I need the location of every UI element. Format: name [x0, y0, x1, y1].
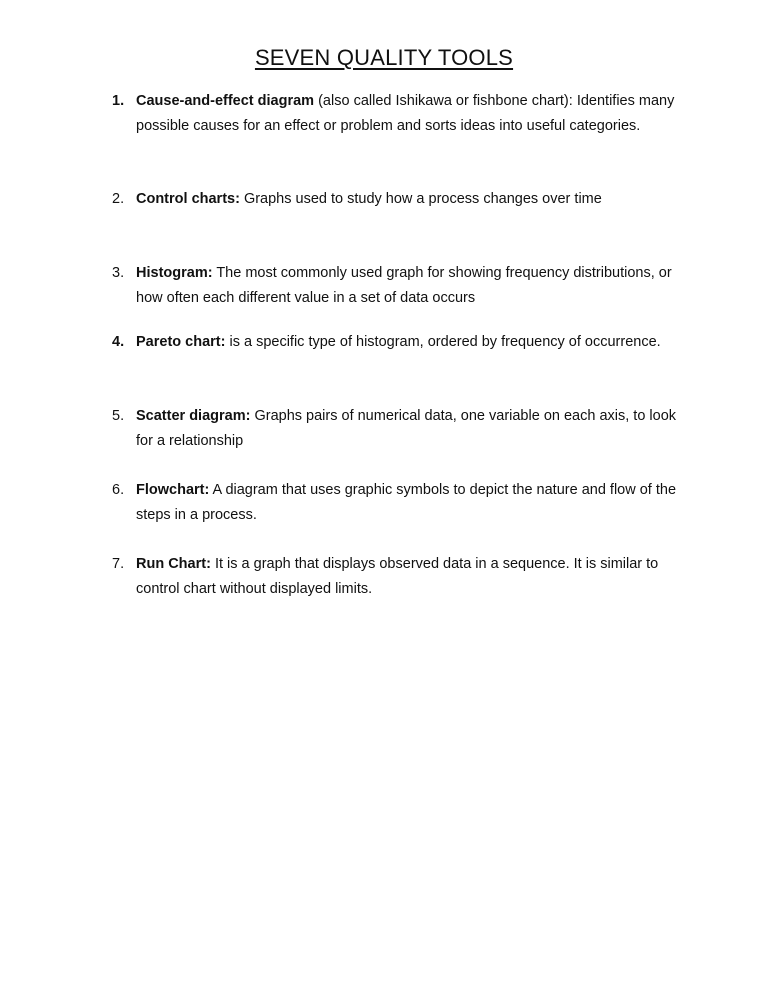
page-title: SEVEN QUALITY TOOLS	[254, 45, 514, 70]
item-description: is a specific type of histogram, ordered by frequency of occurrence.	[225, 334, 661, 350]
item-term: Run Chart:	[136, 556, 211, 572]
item-text	[136, 261, 692, 311]
item-description: Graphs used to study how a process changes over time	[239, 191, 602, 207]
item-number: 1.	[112, 93, 125, 109]
list-item	[112, 552, 692, 602]
item-number: 6.	[112, 482, 125, 498]
item-number: 4.	[112, 334, 125, 350]
item-description: A diagram that uses graphic symbols to depict the nature and flow of the steps in a process.	[136, 482, 677, 523]
item-term: Cause-and-effect diagram	[136, 93, 315, 109]
item-text	[136, 404, 692, 454]
item-term: Control charts:	[136, 191, 240, 207]
item-term: Histogram:	[136, 265, 213, 281]
list-item	[112, 404, 692, 454]
item-term: Scatter diagram:	[136, 408, 251, 424]
item-text	[136, 478, 692, 528]
list-item	[112, 261, 692, 311]
list-item	[112, 187, 692, 212]
item-number: 7.	[112, 556, 125, 572]
list-item	[112, 330, 692, 355]
item-description: Graphs pairs of numerical data, one variable on each axis, to look for a relationship	[136, 408, 677, 449]
item-term: Flowchart:	[136, 482, 210, 498]
item-number: 2.	[112, 191, 125, 207]
item-text	[136, 330, 692, 355]
list-item	[112, 478, 692, 528]
item-number: 5.	[112, 408, 125, 424]
item-description: The most commonly used graph for showing frequency distributions, or how often each different value in a set of data occurs	[136, 265, 672, 306]
item-description: It is a graph that displays observed data in a sequence. It is similar to control chart without displayed limits.	[136, 556, 659, 597]
item-number: 3.	[112, 265, 125, 281]
item-description: (also called Ishikawa or fishbone chart): Identifies many possible causes for an effect or problem and sorts ideas into useful categories.	[136, 93, 675, 134]
item-term: Pareto chart:	[136, 334, 226, 350]
item-text	[136, 187, 692, 212]
item-text	[136, 89, 692, 139]
list-item	[112, 89, 692, 139]
item-text	[136, 552, 692, 602]
